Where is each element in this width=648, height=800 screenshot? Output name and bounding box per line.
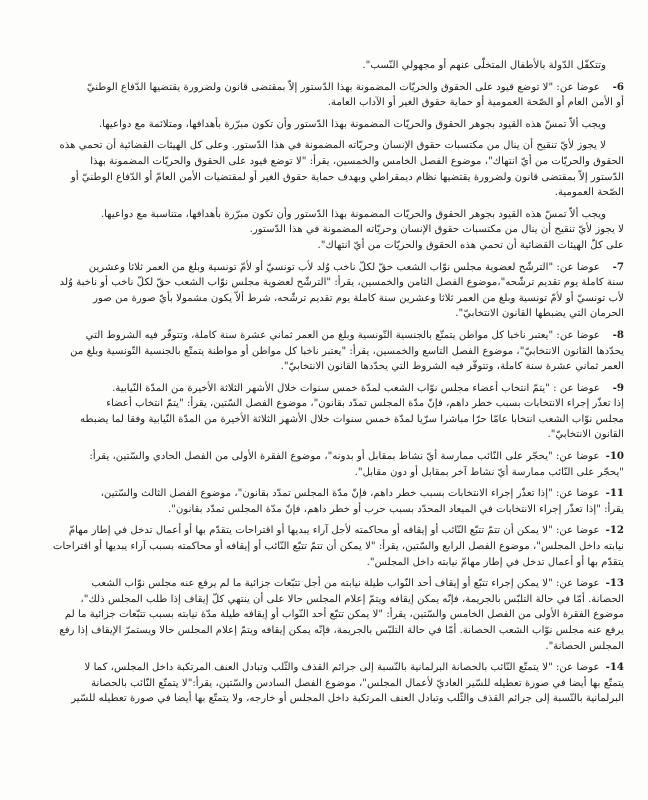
text-line	[34, 275, 624, 291]
text-line	[34, 465, 624, 481]
numbered-paragraph	[34, 523, 624, 570]
text-line	[34, 660, 624, 676]
paragraph	[34, 58, 624, 74]
line-text: المجلس الحصانة".	[545, 640, 624, 652]
paragraph-number: 9-	[612, 381, 624, 394]
text-line	[34, 138, 624, 154]
line-text: عوضا عن: "لا يتمتّع النّائب بالحصانة البرلمانية بالنّسبة إلى جرائم القذف والثّلب وتبادل العنف المرتكبة داخل المجلس، كما لا	[84, 662, 600, 674]
text-line	[34, 576, 624, 592]
line-text: يرفع عنه مجلس نوّاب الشعب الحصانة. أمّا في حالة التلبّس بالجريمة، فإنّه يمكن إيقافه ويتمّ إعلام المجلس حالا ويستمرّ الإيقاف إذا رفع	[59, 625, 624, 636]
line-text: أو الأمن العام أو الصّحة العمومية أو حماية حقوق الغير أو الآداب العامة.	[327, 97, 624, 109]
text-line	[34, 523, 624, 539]
line-text: موضوع الفقرة الأولى من الفصل الخامس والسّتين، يقرأ: "لا يمكن تتبّع أحد النّواب أو إيقافه طيلة مدّة نيابته بسبب تتبّعات جزائية ما لم	[64, 609, 624, 621]
text-line	[34, 291, 624, 307]
line-text: عوضا عن: "الترشّح لعضوية مجلس نوّاب الشعب حقّ لكلّ ناخب وُلد لأب تونسيّ أو لأمّ تونسية وبلغ من العمر ثلاثا وعشرين	[88, 261, 600, 273]
numbered-paragraph	[34, 660, 624, 707]
text-line	[34, 676, 624, 692]
paragraph-number: 7-	[612, 260, 624, 273]
text-line	[34, 486, 624, 502]
line-text: "يحجّر على النّائب ممارسة أيّ نشاط آخر بمقابل أو دون مقابل".	[354, 466, 624, 478]
paragraph-number: 12-	[605, 524, 624, 537]
text-line	[34, 58, 624, 74]
numbered-paragraph	[34, 486, 624, 517]
line-text: لا يجوز لأيّ تنقيح أن ينال من مكتسبات حقوق الإنسان وحريّاته المضمونة في هذا الدّستور. وعلى كل الهيئات القضائية أن تحمي هذه	[59, 140, 606, 152]
line-text: ويجب ألاّ تمسّ هذه القيود بجوهر الحقوق والحريّات المضمونة بهذا الدّستور وأن تكون مبرّرة بأهدافها، متناسبة مع دواعيها.	[100, 208, 606, 220]
line-text: يتقدّم بها أو أعمال تدخل في إطار مهامّ نيابته داخل المجلس".	[366, 556, 624, 568]
text-line	[34, 260, 624, 276]
paragraph-number: 6-	[612, 80, 624, 93]
text-line	[34, 592, 624, 608]
line-text: سنة كاملة يوم تقديم ترشّحه"،موضوع الفصل الثامن والخمسين، يقرأ: "الترشّح لعضوية مجلس نوّاب الشعب حقّ لكلّ ناخب أو ناخبة وُلد	[59, 277, 624, 289]
paragraph-number: 14-	[605, 661, 624, 674]
line-text: الحرمان التي يضبطها القانون الانتخابيّ".	[455, 308, 624, 320]
text-line	[34, 95, 624, 111]
text-line	[34, 154, 624, 170]
line-text: لا يجوز لأيّ تنقيح أن ينال من مكتسبات حقوق الإنسان وحريّاته المضمونة في هذا الدّستور.	[249, 224, 624, 236]
text-line	[34, 344, 624, 360]
document-body	[34, 58, 624, 713]
line-text: يحدّدها القانون الانتخابيّ"، موضوع الفصل التاسع والخمسين، يقرأ: "يعتبر ناخبا كل مواطن أو مواطنة يتمتّع بالجنسية التّونسية وبلغ من	[70, 345, 624, 357]
text-line	[34, 427, 624, 443]
text-line	[34, 222, 624, 238]
text-line	[34, 412, 624, 428]
line-text: العمر ثماني عشرة سنة كاملة، وتتوفّر فيه الشروط التي يحدّدها القانون الانتخابيّ".	[280, 361, 624, 373]
numbered-paragraph	[34, 449, 624, 480]
paragraph	[34, 138, 624, 200]
paragraph-number: 11-	[605, 487, 624, 500]
line-text: القانون الانتخابيّ".	[547, 429, 624, 441]
paragraph	[34, 117, 624, 133]
numbered-paragraph	[34, 328, 624, 375]
line-text: يقرأ: "إذا تعذّر إجراء الانتخابات في الميعاد المحدّد بسبب حرب أو خطر داهم، فإنّ مدّة المجلس تمدّد بقانون".	[168, 503, 624, 515]
text-line	[34, 359, 624, 375]
line-text: الحقوق والحريّات من أيّ انتهاك"، موضوع الفصل الخامس والخمسين، يقرأ: "لا توضع قيود على الحقوق والحريّات المضمونة بهذا	[90, 155, 624, 167]
numbered-paragraph	[34, 260, 624, 322]
line-text: يتمتّع بها أيضا في صورة تعطيله للسّير العاديّ لأعمال المجلس"، موضوع الفصل السادس والسّتين، يقرأ:"لا يتمتّع النّائب بالحصانة	[91, 677, 624, 689]
text-line	[34, 449, 624, 465]
text-line	[34, 238, 624, 254]
text-line	[34, 207, 624, 223]
line-text: عوضا عن: "إذا تعذّر إجراء الانتخابات بسبب خطر داهم، فإنّ مدّة المجلس تمدّد بقانون"، موضوع الفصل الثالث والسّتين،	[100, 488, 600, 500]
text-line	[34, 607, 624, 623]
numbered-paragraph	[34, 80, 624, 111]
line-text: الصّحة العمومية.	[554, 187, 624, 199]
line-text: نيابته داخل المجلس"، موضوع الفصل الرابع والسّتين، يقرأ: "لا يمكن أن تتمّ تتبّع النّائب أو إيقافه أو محاكمته بسبب آراء يبديها أو اقتراحات	[52, 541, 624, 553]
paragraph-number: 13-	[605, 577, 624, 590]
line-text: البرلمانية بالنّسبة إلى جرائم القذف والثّلب وتبادل العنف المرتكبة داخل المجلس أو خارجه، ولا يتمتّع بها أيضا في صورة تعطيله للسّير	[71, 693, 624, 705]
line-text: عوضا عن: "لا يمكن إجراء تتبّع أو إيقاف أحد النّواب طيلة نيابته من أجل تتبّعات جزائية ما لم يرفع عنه مجلس نوّاب الشعب	[91, 578, 600, 590]
text-line	[34, 170, 624, 186]
line-text: الحصانة. أمّا في حالة التلبّس بالجريمة، فإنّه يمكن إيقافه ويتمّ إعلام المجلس حالا على أن ينتهي كلّ إيقاف إذا طلب المجلس ذلك"،	[80, 593, 624, 605]
text-line	[34, 306, 624, 322]
line-text: عوضا عن: "لا يمكن أن تتمّ تتبّع النّائب أو إيقافه أو محاكمته لأجل آراء يبديها أو اقتراحات يتقدّم بها أو أعمال تدخل في إطار مهامّ	[68, 525, 600, 537]
line-text: الدّستور إلاّ بمقتضى قانون ولضرورة يقتضيها نظام ديمقراطي وبهدف حماية حقوق الغير أو لمقتضيات الأمن العامّ أو الدّفاع الوطنيّ أو	[70, 171, 624, 183]
line-text: عوضا عن: "يحجّر على النّائب ممارسة أيّ نشاط بمقابل أو بدونه"، موضوع الفقرة الأولى من الفصل الحادي والسّتين، يقرأ:	[89, 451, 600, 463]
numbered-paragraph	[34, 576, 624, 654]
text-line	[34, 639, 624, 655]
text-line	[34, 539, 624, 555]
text-line	[34, 185, 624, 201]
line-text: عوضا عن: "يعتبر ناخبا كل مواطن يتمتّع بالجنسية التّونسية وبلغ من العمر ثماني عشرة سنة كاملة، وتتوفّر فيه الشروط التي	[85, 329, 600, 341]
text-line	[34, 691, 624, 707]
line-text: ويجب ألاّ تمسّ هذه القيود بجوهر الحقوق والحريّات المضمونة بهذا الدّستور وأن تكون مبرّرة بأهدافها، ومتلائمة مع دواعيها.	[98, 118, 606, 130]
text-line	[34, 396, 624, 412]
text-line	[34, 117, 624, 133]
text-line	[34, 502, 624, 518]
line-text: عوضا عن: "لا توضع قيود على الحقوق والحريّات المضمونة بهذا الدّستور إلاّ بمقتضى قانون ولضرورة يقتضيها الدّفاع الوطنيّ	[86, 81, 600, 93]
paragraph-number: 10-	[605, 450, 624, 463]
numbered-paragraph	[34, 381, 624, 443]
text-line	[34, 328, 624, 344]
paragraph-number: 8-	[612, 328, 624, 341]
line-text: إذا تعذّر إجراء الانتخابات بسبب خطر داهم، فإنّ مدّة المجلس تمدّد بقانون"، موضوع الفصل السّتين، يقرأ: "يتمّ انتخاب أعضاء	[106, 398, 624, 410]
text-line	[34, 555, 624, 571]
paragraph	[34, 207, 624, 254]
line-text: مجلس نوّاب الشعب انتخابا عامّا حرّا مباشرا سرّيا لمدّة خمس سنوات خلال الأشهر الثلاثة الأخيرة من المدّة النّيابية وفقا لما يضبطه	[80, 413, 624, 425]
text-line	[34, 381, 624, 397]
text-line	[34, 80, 624, 96]
line-text: وتتكفّل الدّولة بالأطفال المتخلّى عنهم أو مجهولي النّسب".	[362, 60, 606, 71]
line-text: لأب تونسيّ أو لأمّ تونسية وبلغ من العمر ثلاثا وعشرين سنة كاملة يوم تقديم ترشّحه، شرط ألاّ يكون مشمولا بأيّ صورة من صور	[93, 292, 624, 304]
line-text: عوضا عن : "يتمّ انتخاب أعضاء مجلس نوّاب الشعب لمدّة خمس سنوات خلال الأشهر الثلاثة الأخيرة من المدّة النّيابية.	[112, 382, 600, 394]
text-line	[34, 623, 624, 639]
line-text: على كلّ الهيئات القضائية أن تحمي هذه الحقوق والحريّات من أيّ انتهاك".	[317, 239, 624, 251]
